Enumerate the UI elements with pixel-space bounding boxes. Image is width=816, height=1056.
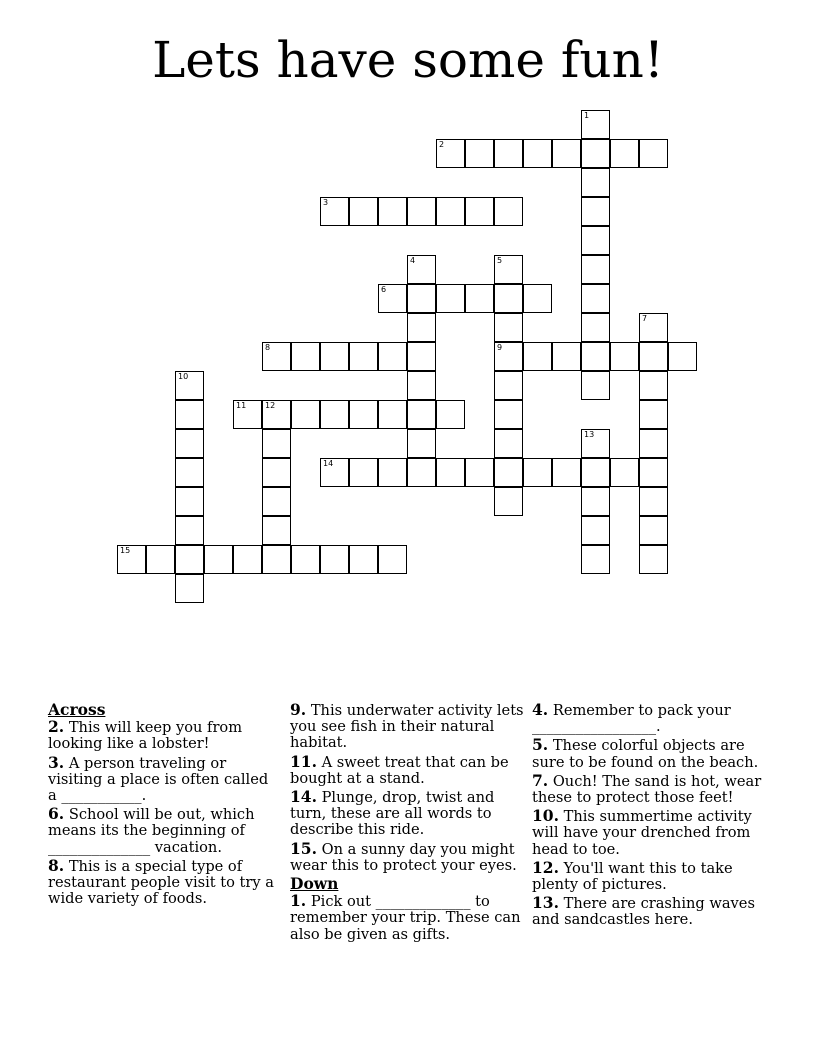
grid-cell[interactable] — [262, 487, 291, 516]
grid-cell[interactable] — [262, 545, 291, 574]
grid-cell[interactable] — [552, 458, 581, 487]
down-heading: Down — [290, 874, 339, 894]
grid-cell[interactable] — [581, 226, 610, 255]
grid-cell[interactable] — [639, 458, 668, 487]
grid-cell[interactable] — [262, 458, 291, 487]
cell-number: 4 — [410, 256, 416, 265]
grid-cell[interactable] — [610, 458, 639, 487]
cell-number: 12 — [265, 401, 276, 410]
grid-cell[interactable] — [581, 545, 610, 574]
grid-cell[interactable] — [494, 429, 523, 458]
grid-cell[interactable] — [291, 545, 320, 574]
clue-column-3 — [532, 702, 764, 931]
grid-cell[interactable] — [378, 342, 407, 371]
clue-across-3: 3. A person traveling or visiting a place is often called a ___________. — [48, 752, 269, 805]
grid-cell[interactable] — [320, 197, 349, 226]
grid-cell[interactable] — [639, 516, 668, 545]
grid-cell[interactable] — [175, 371, 204, 400]
clue-across-9: 9. This underwater activity lets you see fish in their natural habitat. — [290, 700, 524, 752]
grid-cell[interactable] — [262, 342, 291, 371]
clue-across-6: 6. School will be out, which means its the beginning of ______________ vacation. — [48, 804, 255, 856]
grid-cell[interactable] — [610, 139, 639, 168]
grid-cell[interactable] — [262, 400, 291, 429]
grid-cell[interactable] — [639, 545, 668, 574]
clue-down-10: 10. This summertime activity will have your drenched from head to toe. — [532, 806, 752, 858]
grid-cell[interactable] — [349, 458, 378, 487]
grid-cell[interactable] — [639, 313, 668, 342]
grid-cell[interactable] — [639, 400, 668, 429]
grid-cell[interactable] — [465, 197, 494, 226]
grid-cell[interactable] — [378, 458, 407, 487]
grid-cell[interactable] — [175, 487, 204, 516]
across-heading: Across — [48, 700, 106, 719]
grid-cell[interactable] — [639, 139, 668, 168]
grid-cell[interactable] — [494, 284, 523, 313]
grid-cell[interactable] — [494, 487, 523, 516]
clue-down-13: 13. There are crashing waves and sandcastles here. — [532, 893, 755, 929]
cell-number: 10 — [178, 372, 189, 381]
grid-cell[interactable] — [436, 284, 465, 313]
grid-cell[interactable] — [639, 371, 668, 400]
grid-cell[interactable] — [233, 400, 262, 429]
grid-cell[interactable] — [407, 255, 436, 284]
clue-down-4: 4. Remember to pack your _________________. — [532, 700, 731, 736]
grid-cell[interactable] — [204, 545, 233, 574]
grid-cell[interactable] — [378, 284, 407, 313]
grid-cell[interactable] — [494, 313, 523, 342]
grid-cell[interactable] — [407, 313, 436, 342]
grid-cell[interactable] — [494, 371, 523, 400]
grid-cell[interactable] — [320, 545, 349, 574]
cell-number: 9 — [497, 343, 503, 352]
grid-cell[interactable] — [436, 458, 465, 487]
clue-across-11: 11. A sweet treat that can be bought at a stand. — [290, 751, 509, 787]
grid-cell[interactable] — [262, 516, 291, 545]
grid-cell[interactable] — [349, 197, 378, 226]
grid-cell[interactable] — [407, 458, 436, 487]
grid-cell[interactable] — [581, 313, 610, 342]
cell-number: 2 — [439, 140, 445, 149]
grid-cell[interactable] — [175, 545, 204, 574]
cell-number: 1 — [584, 111, 590, 120]
grid-cell[interactable] — [494, 139, 523, 168]
page-title: Lets have some fun! — [152, 31, 664, 89]
grid-cell[interactable] — [581, 429, 610, 458]
grid-cell[interactable] — [639, 429, 668, 458]
grid-cell[interactable] — [407, 197, 436, 226]
grid-cell[interactable] — [407, 400, 436, 429]
cell-number: 15 — [120, 546, 131, 555]
grid-cell[interactable] — [465, 458, 494, 487]
clue-down-7: 7. Ouch! The sand is hot, wear these to protect those feet! — [532, 770, 762, 807]
grid-cell[interactable] — [581, 139, 610, 168]
grid-cell[interactable] — [233, 545, 262, 574]
grid-cell[interactable] — [407, 371, 436, 400]
grid-cell[interactable] — [639, 487, 668, 516]
grid-cell[interactable] — [146, 545, 175, 574]
clue-column-1 — [48, 702, 280, 909]
grid-cell[interactable] — [175, 400, 204, 429]
clue-down-1: 1. Pick out _____________ to remember your trip. These can also be given as gifts. — [290, 891, 521, 943]
grid-cell[interactable] — [378, 400, 407, 429]
grid-cell[interactable] — [523, 342, 552, 371]
clue-across-8: 8. This is a special type of restaurant people visit to try a wide variety of foods. — [48, 855, 274, 908]
grid-cell[interactable] — [262, 429, 291, 458]
cell-number: 3 — [323, 198, 329, 207]
grid-cell[interactable] — [581, 342, 610, 371]
cell-number: 13 — [584, 430, 595, 439]
grid-cell[interactable] — [581, 197, 610, 226]
grid-cell[interactable] — [407, 429, 436, 458]
clue-down-5: 5. These colorful objects are sure to be found on the beach. — [532, 735, 759, 771]
grid-cell[interactable] — [436, 197, 465, 226]
grid-cell[interactable] — [407, 284, 436, 313]
grid-cell[interactable] — [668, 342, 697, 371]
grid-cell[interactable] — [581, 110, 610, 139]
grid-cell[interactable] — [581, 371, 610, 400]
cell-number: 7 — [642, 314, 648, 323]
grid-cell[interactable] — [494, 400, 523, 429]
clue-across-2: 2. This will keep you from looking like a lobster! — [48, 717, 243, 753]
grid-cell[interactable] — [175, 574, 204, 603]
grid-cell[interactable] — [349, 545, 378, 574]
cell-number: 14 — [323, 459, 334, 468]
grid-cell[interactable] — [291, 342, 320, 371]
grid-cell[interactable] — [581, 168, 610, 197]
grid-cell[interactable] — [407, 342, 436, 371]
grid-cell[interactable] — [552, 342, 581, 371]
grid-cell[interactable] — [320, 342, 349, 371]
grid-cell[interactable] — [117, 545, 146, 574]
grid-cell[interactable] — [552, 139, 581, 168]
grid-cell[interactable] — [523, 458, 552, 487]
grid-cell[interactable] — [436, 139, 465, 168]
grid-cell[interactable] — [523, 139, 552, 168]
grid-cell[interactable] — [378, 197, 407, 226]
grid-cell[interactable] — [320, 400, 349, 429]
cell-number: 6 — [381, 285, 387, 294]
grid-cell[interactable] — [465, 139, 494, 168]
grid-cell[interactable] — [494, 197, 523, 226]
grid-cell[interactable] — [610, 342, 639, 371]
grid-cell[interactable] — [175, 516, 204, 545]
clue-across-15: 15. On a sunny day you might wear this to protect your eyes. — [290, 838, 517, 874]
clue-column-2 — [290, 702, 524, 945]
grid-cell[interactable] — [291, 400, 320, 429]
grid-cell[interactable] — [494, 255, 523, 284]
grid-cell[interactable] — [378, 545, 407, 574]
grid-cell[interactable] — [175, 429, 204, 458]
grid-cell[interactable] — [436, 400, 465, 429]
grid-cell[interactable] — [465, 284, 494, 313]
grid-cell[interactable] — [494, 342, 523, 371]
grid-cell[interactable] — [581, 487, 610, 516]
grid-cell[interactable] — [523, 284, 552, 313]
grid-cell[interactable] — [175, 458, 204, 487]
grid-cell[interactable] — [581, 516, 610, 545]
grid-cell[interactable] — [581, 284, 610, 313]
clue-across-14: 14. Plunge, drop, twist and turn, these are all words to describe this ride. — [290, 787, 495, 839]
grid-cell[interactable] — [581, 255, 610, 284]
grid-cell[interactable] — [581, 458, 610, 487]
cell-number: 11 — [236, 401, 247, 410]
cell-number: 8 — [265, 343, 271, 352]
grid-cell[interactable] — [349, 342, 378, 371]
cell-number: 5 — [497, 256, 503, 265]
grid-cell[interactable] — [349, 400, 378, 429]
clue-down-12: 12. You'll want this to take plenty of pictures. — [532, 857, 733, 894]
grid-cell[interactable] — [494, 458, 523, 487]
grid-cell[interactable] — [639, 342, 668, 371]
grid-cell[interactable] — [320, 458, 349, 487]
